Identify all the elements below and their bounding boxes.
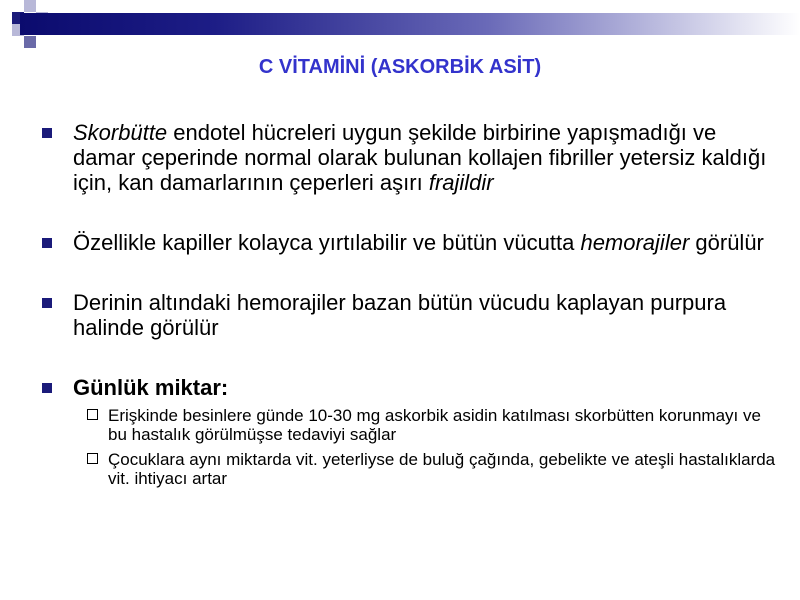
bullet-item — [40, 290, 780, 340]
decorative-square — [24, 0, 36, 12]
square-bullet-icon — [42, 238, 52, 248]
square-bullet-icon — [42, 383, 52, 393]
sub-bullet-item — [40, 406, 780, 444]
bullet-text: endotel hücreleri uygun şekilde birbirine yapışmadığı ve damar çeperinde normal olarak bulunan kollajen fibriller yetersiz kaldığı için, kan damarlarının çeperleri aşırı — [73, 120, 767, 195]
slide-title: C VİTAMİNİ (ASKORBİK ASİT) — [258, 56, 542, 78]
italic-term: hemorajiler — [580, 230, 690, 255]
square-bullet-icon — [42, 298, 52, 308]
sub-bullet-text: Çocuklara aynı miktarda vit. yeterliyse de buluğ çağında, gebelikte ve ateşli hastalıklarda vit. ihtiyacı artar — [108, 450, 776, 488]
bullet-text: Derinin altındaki hemorajiler bazan bütün vücudu kaplayan purpura halinde görülür — [73, 290, 727, 340]
bullet-heading: Günlük miktar: — [73, 375, 229, 400]
italic-term: frajildir — [428, 170, 494, 195]
bullet-item — [40, 230, 780, 255]
bullet-item — [40, 375, 780, 400]
square-bullet-icon — [42, 128, 52, 138]
header-gradient-bar — [20, 13, 800, 35]
italic-term: Skorbütte — [73, 120, 168, 145]
decorative-square — [24, 36, 36, 48]
sub-bullet-item — [40, 450, 780, 488]
hollow-square-bullet-icon — [87, 453, 98, 464]
slide-content — [40, 120, 780, 488]
bullet-text: görülür — [689, 230, 764, 255]
sub-bullet-text: Erişkinde besinlere günde 10-30 mg askorbik asidin katılması skorbütten korunmayı ve bu hastalık görülmüşse tedaviyi sağlar — [108, 406, 761, 444]
hollow-square-bullet-icon — [87, 409, 98, 420]
bullet-text: Özellikle kapiller kolayca yırtılabilir ve bütün vücutta — [73, 230, 581, 255]
bullet-item — [40, 120, 780, 195]
